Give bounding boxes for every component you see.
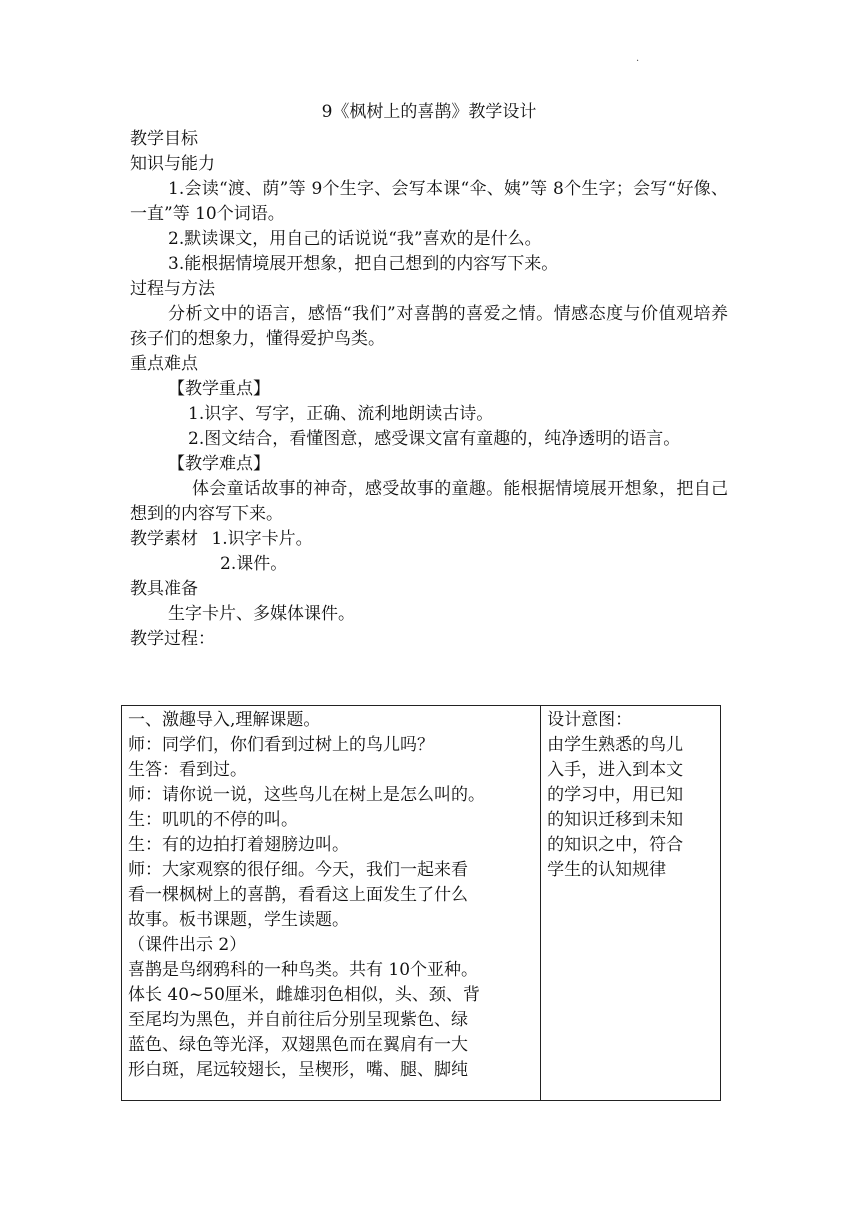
process-method-heading: 过程与方法 [130, 279, 215, 299]
materials-item-2: 2.课件。 [220, 554, 288, 574]
process-heading: 教学过程： [130, 629, 215, 649]
process-line: 生：叽叽的不停的叫。 [128, 810, 298, 830]
design-intent-line: 学生的认知规律 [547, 860, 667, 880]
process-line: 故事。板书课题，学生读题。 [128, 910, 349, 930]
process-content-cell [122, 706, 541, 1101]
design-intent-line: 由学生熟悉的鸟儿 [547, 735, 684, 755]
difficult-heading: 【教学难点】 [168, 454, 270, 474]
document-title: 9《枫树上的喜鹊》教学设计 [321, 102, 537, 122]
lesson-plan-document [130, 100, 728, 652]
process-line: 形白斑，尾远较翅长，呈楔形，嘴、腿、脚纯 [128, 1060, 468, 1080]
materials-row [130, 527, 728, 552]
tools-text: 生字卡片、多媒体课件。 [168, 604, 355, 624]
process-line: 师：请你说一说，这些鸟儿在树上是怎么叫的。 [128, 785, 485, 805]
process-line: 生答：看到过。 [128, 760, 247, 780]
page-corner-mark: · [636, 56, 640, 67]
key-point-2: 2.图文结合，看懂图意，感受课文富有童趣的，纯净透明的语言。 [188, 429, 681, 449]
design-intent-line: 的知识迁移到未知 [547, 810, 684, 830]
materials-label: 教学素材 [130, 529, 198, 549]
process-line: 生：有的边拍打着翅膀边叫。 [128, 835, 349, 855]
difficult-text: 体会童话故事的神奇，感受故事的童趣。能根据情境展开想象，把自己想到的内容写下来。 [130, 479, 728, 524]
process-line: 至尾均为黑色，并自前往后分别呈现紫色、绿 [128, 1010, 468, 1030]
process-line: 看一棵枫树上的喜鹊，看看这上面发生了什么 [128, 885, 468, 905]
knowledge-heading: 知识与能力 [130, 154, 215, 174]
design-intent-line: 的学习中，用已知 [547, 785, 684, 805]
knowledge-item-1: 1.会读“渡、荫”等 9个生字、会写本课“伞、姨”等 8个生字；会写“好像、一直”等 10个词语。 [130, 179, 728, 224]
process-line: 喜鹊是鸟纲鸦科的一种鸟类。共有 10个亚种。 [128, 960, 479, 980]
key-point-1: 1.识字、写字，正确、流利地朗读古诗。 [188, 404, 494, 424]
knowledge-item-2: 2.默读课文，用自己的话说说“我”喜欢的是什么。 [168, 229, 542, 249]
process-line: 师：大家观察的很仔细。今天，我们一起来看 [128, 860, 468, 880]
key-points-heading: 【教学重点】 [168, 379, 270, 399]
process-line: 蓝色、绿色等光泽，双翅黑色而在翼肩有一大 [128, 1035, 468, 1055]
process-line: 师：同学们，你们看到过树上的鸟儿吗？ [128, 735, 434, 755]
process-line: （课件出示 2） [128, 935, 247, 955]
table-row [122, 706, 721, 1101]
design-intent-cell [541, 706, 721, 1101]
teaching-process-table [121, 705, 721, 1101]
design-intent-heading: 设计意图： [547, 710, 633, 730]
process-line: 一、激趣导入,理解课题。 [128, 710, 321, 730]
key-difficult-heading: 重点难点 [130, 354, 198, 374]
design-intent-line: 入手，进入到本文 [547, 760, 684, 780]
materials-item-1: 1.识字卡片。 [211, 529, 313, 549]
process-line: 体长 40~50厘米，雌雄羽色相似，头、颈、背 [128, 985, 480, 1005]
objectives-heading: 教学目标 [130, 129, 198, 149]
process-method-text: 分析文中的语言，感悟“我们”对喜鹊的喜爱之情。情感态度与价值观培养孩子们的想象力，懂得爱护鸟类。 [130, 304, 728, 349]
design-intent-line: 的知识之中，符合 [547, 835, 684, 855]
knowledge-item-3: 3.能根据情境展开想象，把自己想到的内容写下来。 [168, 254, 559, 274]
tools-heading: 教具准备 [130, 579, 198, 599]
